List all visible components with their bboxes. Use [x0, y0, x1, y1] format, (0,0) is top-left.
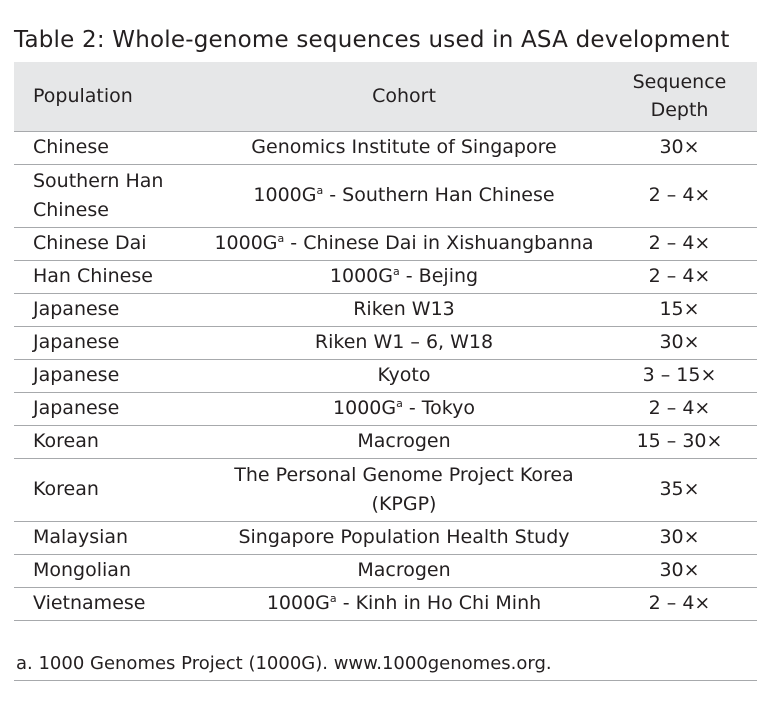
cell-population: Korean: [33, 478, 99, 500]
cohort-prefix: 1000G: [266, 592, 330, 614]
cohort-line2: (KPGP): [371, 492, 437, 515]
cell-population: Japanese: [33, 331, 120, 353]
cell-depth: 2 – 4×: [648, 592, 711, 614]
cell-population: Vietnamese: [33, 592, 146, 614]
cell-cohort: Macrogen: [357, 559, 451, 581]
header-depth-line1: Sequence: [632, 71, 727, 94]
table-row: [14, 458, 757, 521]
table-row: [14, 554, 757, 587]
cell-depth: 30×: [659, 331, 700, 353]
header-population: Population: [33, 85, 133, 108]
table-caption: Table 2: Whole-genome sequences used in ASA development: [14, 27, 730, 53]
table-row: [14, 392, 757, 425]
cell-cohort: [206, 392, 602, 425]
cell-population: Korean: [33, 430, 99, 452]
cohort-suffix: - Kinh in Ho Chi Minh: [336, 592, 542, 614]
cell-cohort: Macrogen: [357, 430, 451, 452]
cell-depth: 2 – 4×: [648, 265, 711, 287]
table-row: [14, 293, 757, 326]
cell-cohort: Riken W1 – 6, W18: [314, 331, 494, 353]
cell-depth: 2 – 4×: [648, 184, 711, 206]
header-sequence-depth: [602, 62, 757, 131]
cell-cohort: Riken W13: [353, 298, 455, 320]
cell-depth: 30×: [659, 526, 700, 548]
cell-depth: 15×: [659, 298, 700, 320]
footnote-marker: a: [277, 232, 285, 245]
table-row: [14, 260, 757, 293]
footnote-marker: a: [396, 397, 403, 410]
table-row: [14, 521, 757, 554]
cell-population: Southern Han Chinese: [33, 169, 164, 221]
table-row: [14, 164, 757, 227]
cell-depth: 35×: [659, 478, 700, 500]
cell-depth: 2 – 4×: [648, 397, 711, 419]
cell-depth: 30×: [659, 136, 700, 158]
header-row: [14, 62, 757, 131]
cell-cohort: Genomics Institute of Singapore: [251, 136, 557, 158]
cell-cohort: Singapore Population Health Study: [238, 526, 570, 548]
cell-population: Japanese: [33, 364, 120, 386]
header-depth-line2: Depth: [650, 99, 709, 122]
cohort-suffix: - Southern Han Chinese: [323, 184, 555, 206]
cell-population: Han Chinese: [33, 265, 153, 287]
cohort-prefix: 1000G: [214, 232, 278, 254]
table-footnote: a. 1000 Genomes Project (1000G). www.1000genomes.org.: [14, 644, 757, 681]
cohort-suffix: - Tokyo: [402, 397, 475, 419]
table-row: [14, 359, 757, 392]
cell-depth: 15 – 30×: [636, 430, 723, 452]
cell-cohort: [206, 227, 602, 260]
cohort-line1: The Personal Genome Project Korea: [234, 463, 574, 486]
cohort-suffix: - Chinese Dai in Xishuangbanna: [284, 232, 594, 254]
cell-population: Malaysian: [33, 526, 129, 548]
cohort-prefix: 1000G: [329, 265, 393, 287]
cell-cohort: [206, 260, 602, 293]
cell-cohort: [206, 587, 602, 620]
header-cohort: Cohort: [372, 85, 436, 108]
cell-population: Japanese: [33, 397, 120, 419]
footnote-marker: a: [329, 592, 337, 605]
cohort-prefix: 1000G: [253, 184, 317, 206]
table-row: [14, 131, 757, 164]
table-header: [14, 62, 757, 131]
cell-cohort: [206, 458, 602, 521]
table-row: [14, 425, 757, 458]
cell-depth: 2 – 4×: [648, 232, 711, 254]
table-body: [14, 131, 757, 620]
genome-sequences-table: [14, 62, 757, 621]
footnote-marker: a: [393, 265, 400, 278]
cell-population: Japanese: [33, 298, 120, 320]
cell-population: Mongolian: [33, 559, 131, 581]
table-row: [14, 326, 757, 359]
cell-cohort: [206, 164, 602, 227]
cohort-prefix: 1000G: [333, 397, 397, 419]
cohort-suffix: - Bejing: [399, 265, 479, 287]
cell-population: Chinese Dai: [33, 232, 147, 254]
footnote-marker: a: [316, 184, 324, 197]
cell-cohort: Kyoto: [377, 364, 431, 386]
cell-depth: 30×: [659, 559, 700, 581]
table-row: [14, 227, 757, 260]
table-row: [14, 587, 757, 620]
cell-depth: 3 – 15×: [642, 364, 717, 386]
cell-population: Chinese: [33, 136, 109, 158]
